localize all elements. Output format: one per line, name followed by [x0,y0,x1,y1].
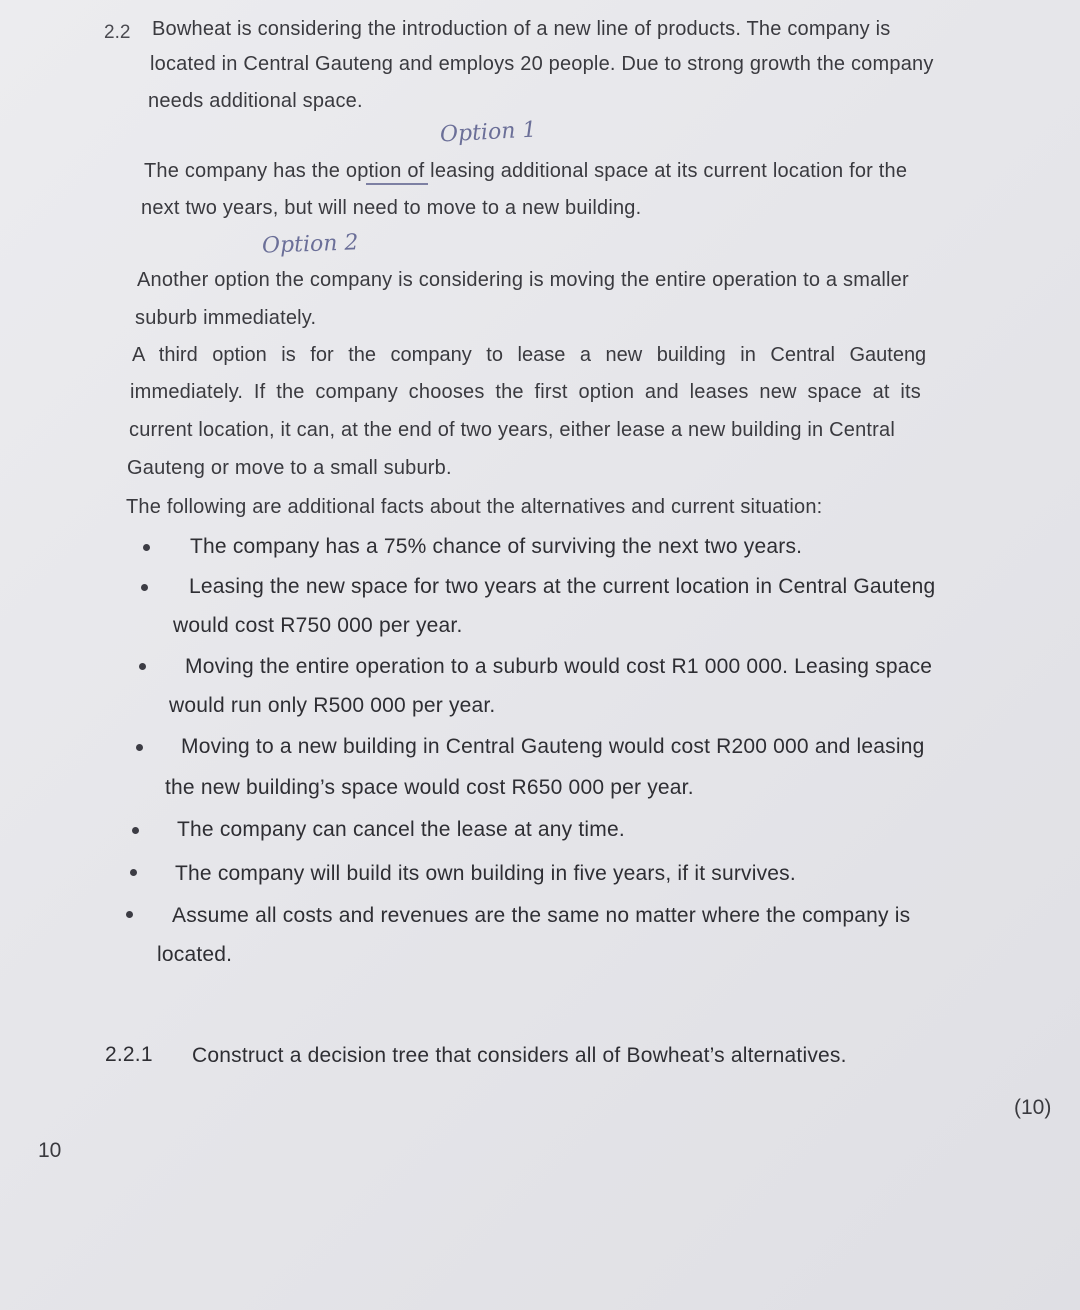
option3-line-1-text: A third option is for the company to lease a new building in Central Gauteng [132,344,927,366]
marks-allocation: (10) [1014,1096,1052,1119]
option1-line-2: next two years, but will need to move to a new building. [141,197,642,219]
question-number: 2.2 [104,22,131,43]
bullet [136,744,143,751]
bullet [132,827,139,834]
fact-7-line-2: located. [157,943,233,966]
option-underline [366,183,428,185]
fact-3-line-2: would run only R500 000 per year. [169,694,496,717]
fact-1-line-1: The company has a 75% chance of surviving the next two years. [190,535,803,558]
bullet [143,544,150,551]
option2-line-1: Another option the company is considering is moving the entire operation to a smaller [137,269,909,291]
intro-line-3: needs additional space. [148,90,363,112]
intro-line-2: located in Central Gauteng and employs 20 people. Due to strong growth the company [150,53,934,75]
fact-3-line-1: Moving the entire operation to a suburb would cost R1 000 000. Leasing space [185,655,933,678]
option3-line-2: immediately. If the company chooses the first option and leases new space at its [130,381,921,403]
subquestion-text: Construct a decision tree that considers all of Bowheat’s alternatives. [192,1044,847,1067]
facts-intro: The following are additional facts about the alternatives and current situation: [126,496,823,518]
fact-5-line-1: The company can cancel the lease at any time. [177,818,625,841]
bullet [139,663,146,670]
fact-2-line-1: Leasing the new space for two years at the current location in Central Gauteng [189,575,936,598]
bullet [141,584,148,591]
handwritten-note-option2: Option 2 [261,230,359,259]
option1-line-1: The company has the option of leasing additional space at its current location for the [144,160,908,182]
fact-7-line-1: Assume all costs and revenues are the same no matter where the company is [172,904,911,927]
intro-line-1: Bowheat is considering the introduction of a new line of products. The company is [152,18,891,40]
bullet [126,911,133,918]
option3-line-4: Gauteng or move to a small suburb. [127,457,452,479]
fact-4-line-1: Moving to a new building in Central Gauteng would cost R200 000 and leasing [181,735,925,758]
fact-6-line-1: The company will build its own building in five years, if it survives. [175,862,796,885]
fact-4-line-2: the new building’s space would cost R650 000 per year. [165,776,694,799]
handwritten-note-option1: Option 1 [439,117,537,148]
page-number: 10 [38,1139,62,1162]
option3-line-1 [132,344,1000,367]
fact-2-line-2: would cost R750 000 per year. [173,614,463,637]
option2-line-2: suburb immediately. [135,307,317,329]
subquestion-number: 2.2.1 [105,1043,153,1066]
bullet [130,869,137,876]
option3-line-3: current location, it can, at the end of two years, either lease a new building in Central [129,419,896,441]
